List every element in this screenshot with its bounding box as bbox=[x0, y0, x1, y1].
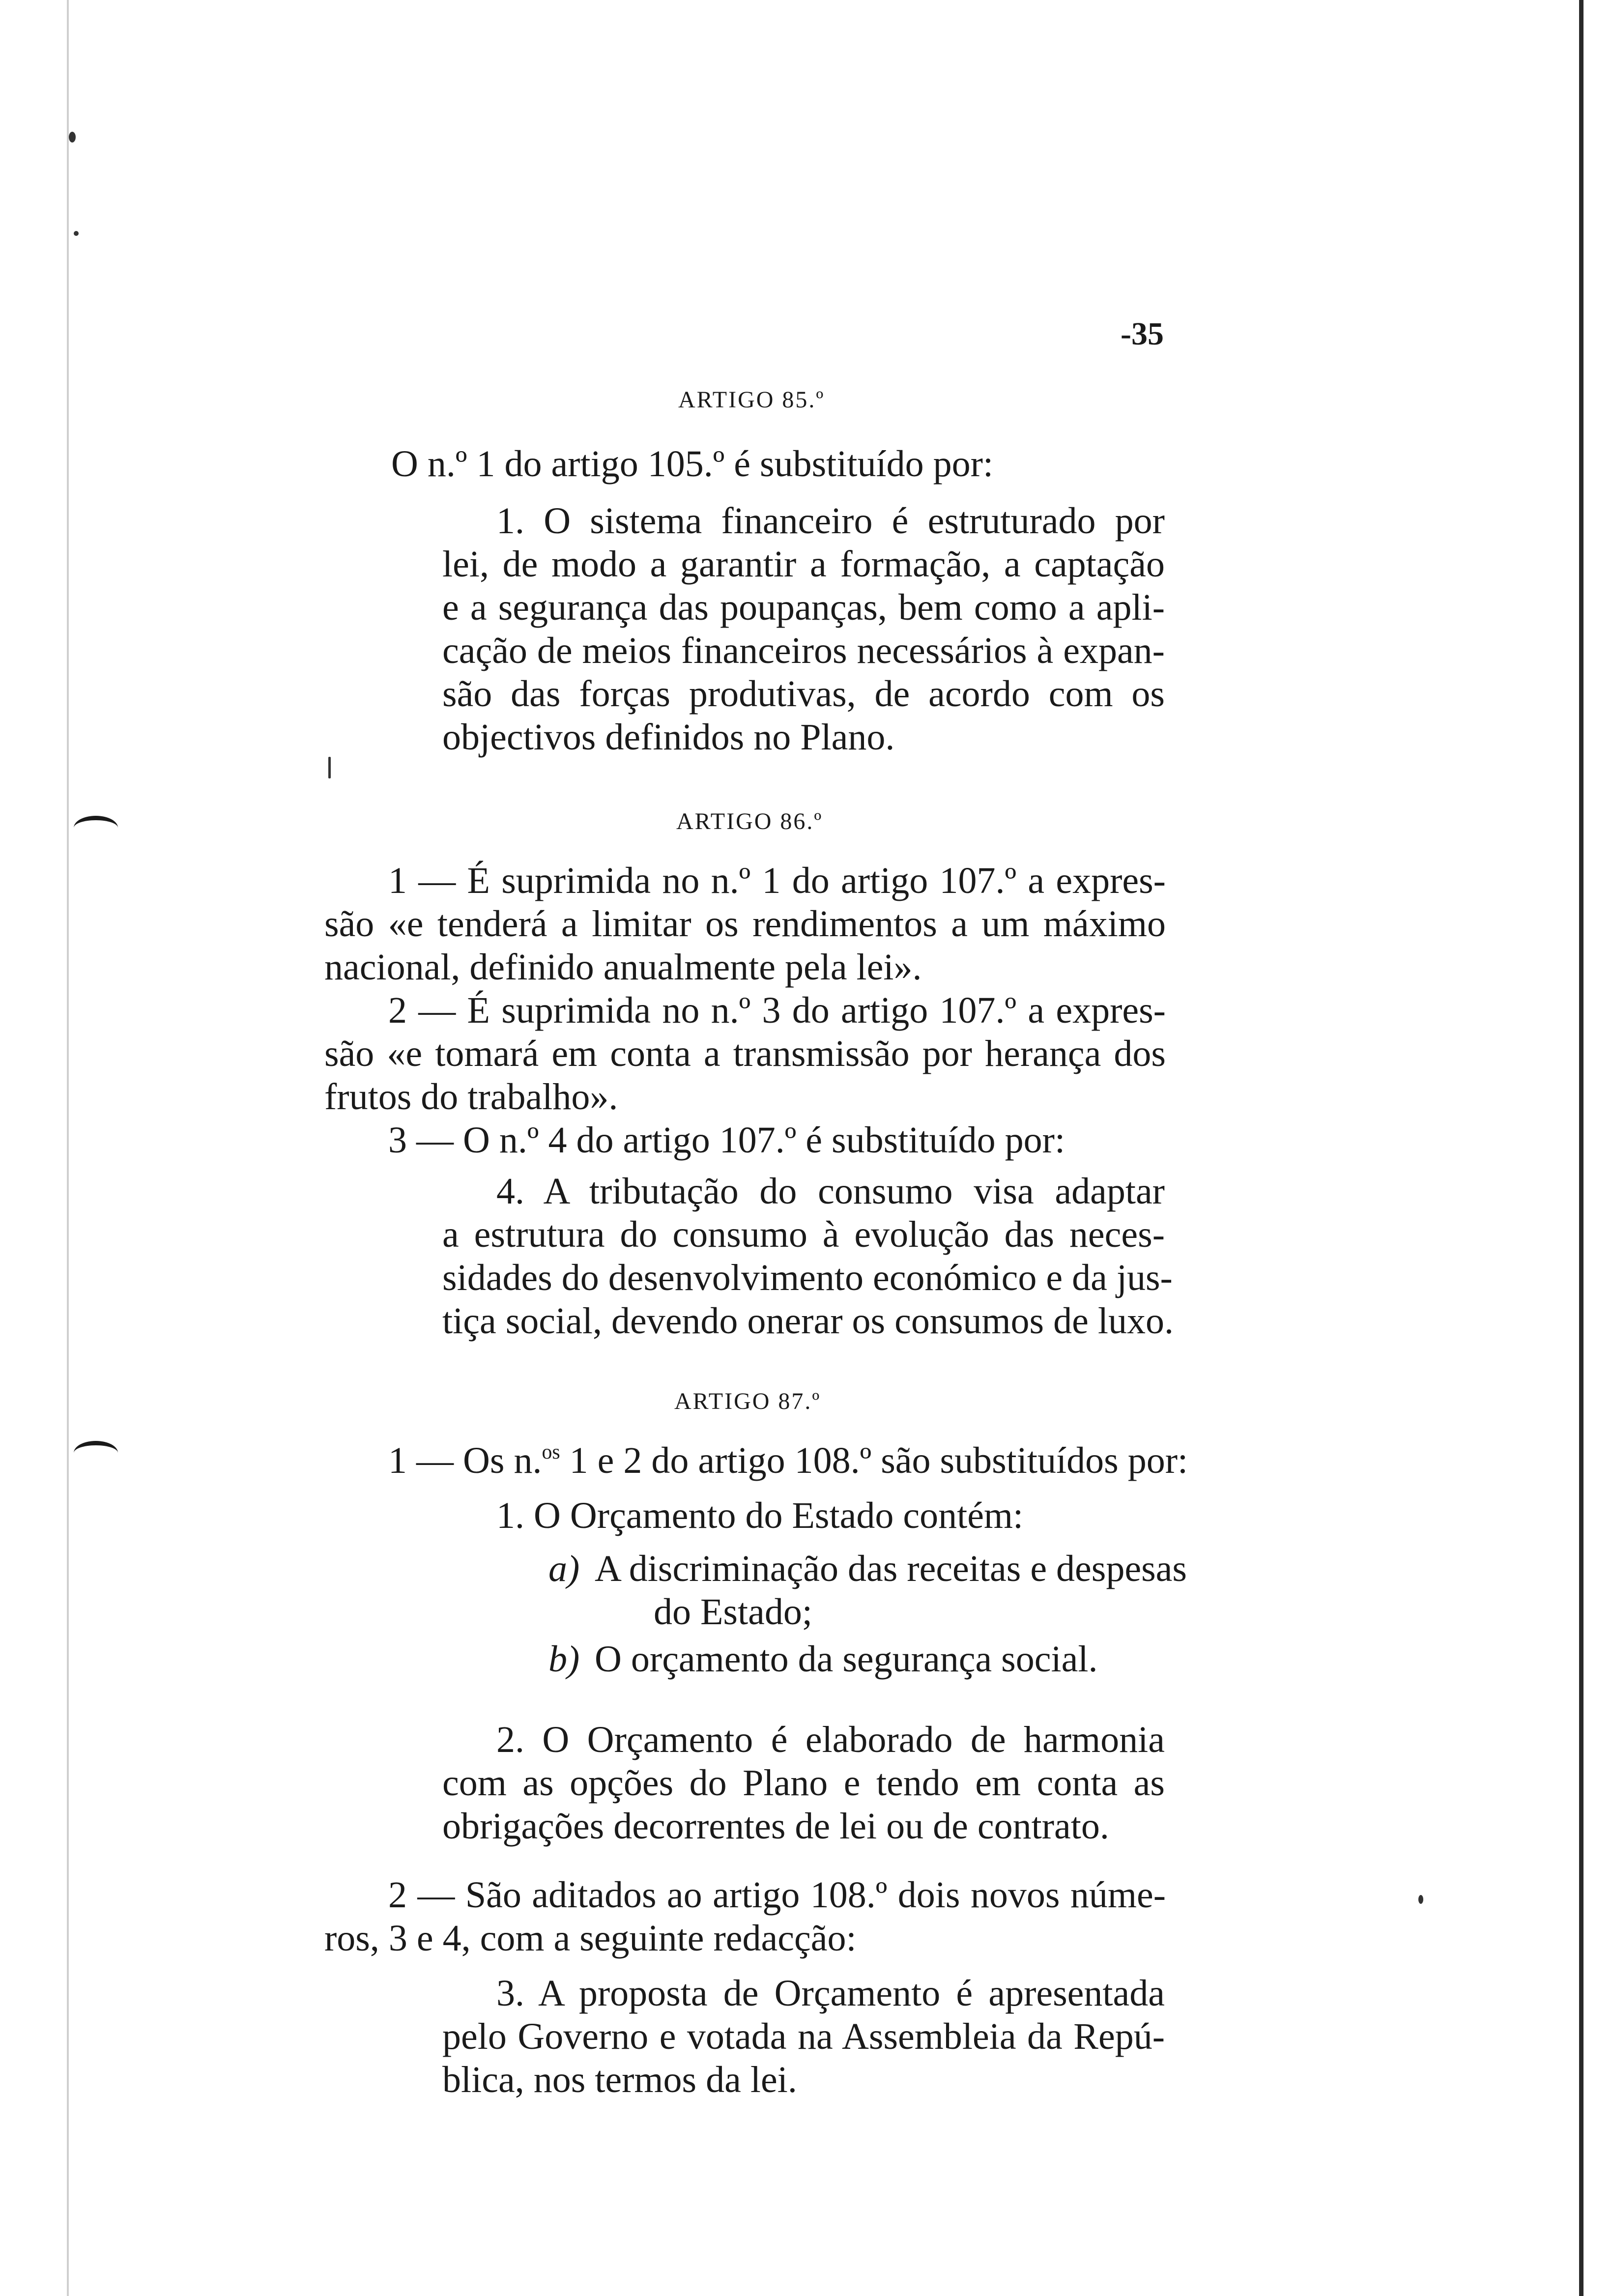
text-line: são das forças produtivas, de acordo com os bbox=[442, 673, 1165, 715]
text-line: 1 — É suprimida no n.º 1 do artigo 107.º a expres- bbox=[388, 860, 1166, 901]
text-fragment: 1 — Os n. bbox=[388, 1440, 542, 1481]
scan-speck bbox=[74, 231, 79, 236]
text-line: 2 — São aditados ao artigo 108.º dois novos núme- bbox=[388, 1874, 1166, 1916]
scan-speck bbox=[69, 132, 76, 143]
text-line: e a segurança das poupanças, bem como a apli- bbox=[442, 587, 1165, 628]
text-line: A discriminação das receitas e despesas bbox=[595, 1548, 1187, 1589]
text-line: com as opções do Plano e tendo em conta as bbox=[442, 1762, 1165, 1804]
text-line: a estrutura do consumo à evolução das neces- bbox=[442, 1214, 1165, 1255]
text-line: objectivos definidos no Plano. bbox=[442, 717, 895, 758]
text-line: obrigações decorrentes de lei ou de contrato. bbox=[442, 1806, 1109, 1847]
scan-speck bbox=[1418, 1895, 1423, 1904]
text-line: blica, nos termos da lei. bbox=[442, 2059, 797, 2100]
text-line: 3. A proposta de Orçamento é apresentada bbox=[496, 1973, 1165, 2014]
text-line: 4. A tributação do consumo visa adaptar bbox=[496, 1171, 1165, 1212]
text-line: 1. O sistema financeiro é estruturado por bbox=[496, 500, 1165, 542]
article-heading: ARTIGO 86.º bbox=[676, 808, 823, 834]
text-line: O orçamento da segurança social. bbox=[595, 1638, 1098, 1680]
text-line: nacional, definido anualmente pela lei». bbox=[324, 947, 922, 988]
page-number: -35 bbox=[1121, 316, 1164, 352]
text-fragment: 1 e 2 do artigo 108.º são substituídos por: bbox=[560, 1440, 1188, 1481]
text-line: pelo Governo e votada na Assembleia da Repú- bbox=[442, 2016, 1165, 2057]
text-line: 3 — O n.º 4 do artigo 107.º é substituído por: bbox=[388, 1119, 1065, 1161]
text-line: 2 — É suprimida no n.º 3 do artigo 107.º a expres- bbox=[388, 990, 1166, 1031]
page-right-edge bbox=[1579, 0, 1583, 2296]
text-line: lei, de modo a garantir a formação, a captação bbox=[442, 544, 1165, 585]
text-line: sidades do desenvolvimento económico e da jus- bbox=[442, 1257, 1173, 1298]
superscript: os bbox=[542, 1440, 560, 1464]
text-line: tiça social, devendo onerar os consumos de luxo. bbox=[442, 1300, 1174, 1342]
article-heading: ARTIGO 87.º bbox=[674, 1388, 821, 1414]
text-line: são «e tenderá a limitar os rendimentos a um máximo bbox=[324, 903, 1166, 945]
list-marker: b) bbox=[548, 1638, 580, 1680]
binding-mark bbox=[74, 1441, 118, 1465]
text-line: 1. O Orçamento do Estado contém: bbox=[496, 1495, 1024, 1536]
text-line bbox=[388, 1439, 1188, 1482]
text-line: ros, 3 e 4, com a seguinte redacção: bbox=[324, 1918, 857, 1959]
page-left-edge bbox=[67, 0, 69, 2296]
article-heading: ARTIGO 85.º bbox=[678, 387, 825, 413]
list-marker: a) bbox=[548, 1548, 580, 1589]
text-line: 2. O Orçamento é elaborado de harmonia bbox=[496, 1719, 1165, 1760]
text-line: são «e tomará em conta a transmissão por herança dos bbox=[324, 1033, 1166, 1074]
text-line: frutos do trabalho». bbox=[324, 1076, 618, 1118]
text-line: do Estado; bbox=[654, 1591, 812, 1633]
scan-speck bbox=[328, 757, 331, 778]
text-line: O n.º 1 do artigo 105.º é substituído por: bbox=[391, 443, 994, 485]
binding-mark bbox=[74, 816, 118, 840]
text-line: cação de meios financeiros necessários à expan- bbox=[442, 630, 1165, 671]
